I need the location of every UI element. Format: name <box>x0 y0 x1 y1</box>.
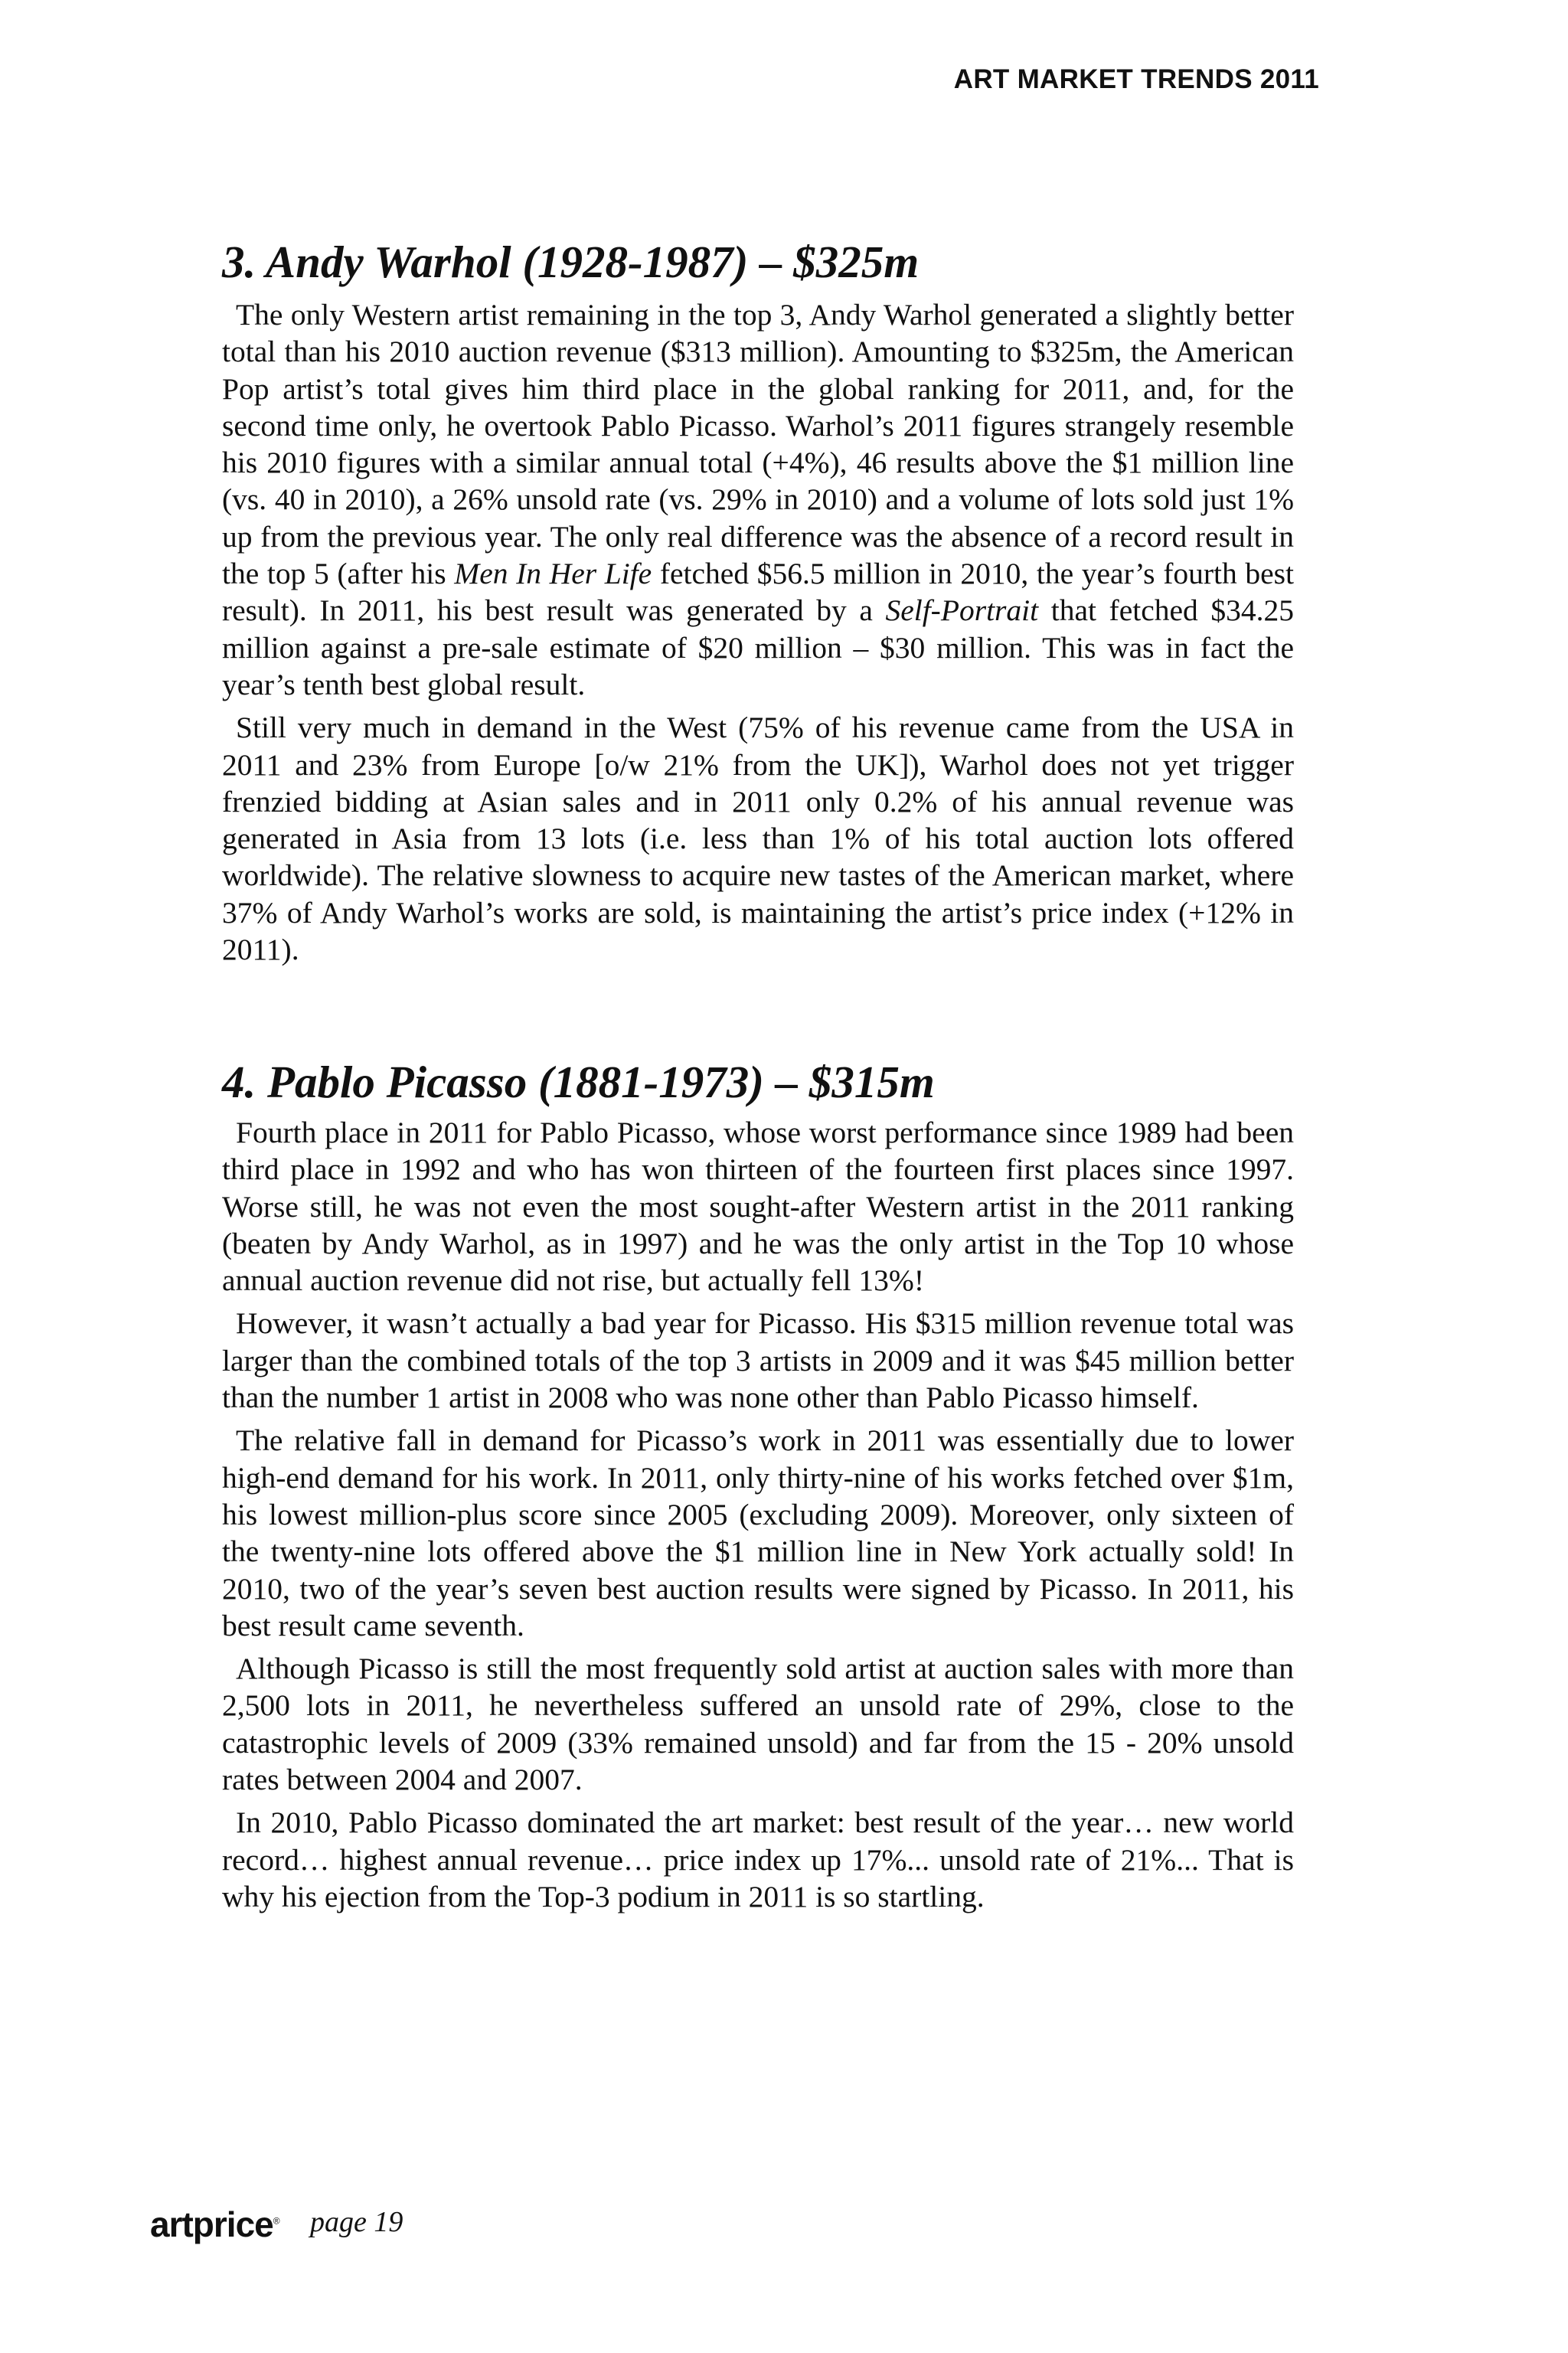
paragraph: Although Picasso is still the most frequently sold artist at auction sales with more than 2,500 lots in 2011, he nevertheless suffered an unsold rate of 29%, close to the catastrophic levels of 2009 (33% remained unsold) and far from the 15 - 20% unsold rates between 2004 and 2007. <box>222 1652 1294 1797</box>
section-title-warhol: 3. Andy Warhol (1928-1987) – $325m <box>222 237 920 287</box>
paragraph: In 2010, Pablo Picasso dominated the art market: best result of the year… new world record… highest annual revenue… price index up 17%... unsold rate of 21%... That is why his ejection from the Top-3 podium in 2011 is so startling. <box>222 1806 1294 1913</box>
paragraph: The only Western artist remaining in the top 3, Andy Warhol generated a slightly better total than his 2010 auction revenue ($313 million). Amounting to $325m, the American Pop artist’s total gives him third place in the global ranking for 2011, and, for the second time only, he overtook Pablo Picasso. Warhol’s 2011 figures strangely resemble his 2010 figures with a similar annual total (+4%), 46 results above the $1 million line (vs. 40 in 2010), a 26% unsold rate (vs. 29% in 2010) and a volume of lots sold just 1% up from the previous year. The only real difference was the absence of a record result in the top 5 (after his Men In Her Life fetched $56.5 million in 2010, the year’s fourth best result). In 2011, his best result was generated by a Self-Portrait that fetched $34.25 million against a pre-sale estimate of $20 million – $30 million. This was in fact the year’s tenth best global result. <box>222 298 1295 701</box>
section-body-picasso <box>222 1114 1294 1921</box>
paragraph: The relative fall in demand for Picasso’s work in 2011 was essentially due to lower high-end demand for his work. In 2011, only thirty-nine of his works fetched over $1m, his lowest million-plus score since 2005 (excluding 2009). Moreover, only sixteen of the twenty-nine lots offered above the $1 million line in New York actually sold! In 2010, two of the year’s seven best auction results were signed by Picasso. In 2011, his best result came seventh. <box>222 1423 1294 1642</box>
trademark-mark: ® <box>273 2215 279 2227</box>
paragraph: However, it wasn’t actually a bad year for Picasso. His $315 million revenue total was larger than the combined totals of the top 3 artists in 2009 and it was $45 million better than the number 1 artist in 2008 who was none other than Pablo Picasso himself. <box>222 1306 1294 1415</box>
artprice-logo <box>150 2204 279 2245</box>
page-number: page 19 <box>310 2206 403 2238</box>
paragraph: Still very much in demand in the West (75% of his revenue came from the USA in 2011 and 23% from Europe [o/w 21% from the UK]), Warhol does not yet trigger frenzied bidding at Asian sales and in 2011 only 0.2% of his annual revenue was generated in Asia from 13 lots (i.e. less than 1% of his total auction lots offered worldwide). The relative slowness to acquire new tastes of the American market, where 37% of Andy Warhol’s works are sold, is maintaining the artist’s price index (+12% in 2011). <box>222 711 1294 967</box>
running-header: ART MARKET TRENDS 2011 <box>953 64 1319 94</box>
section-body-warhol <box>222 296 1294 974</box>
logo-text: artprice <box>150 2204 273 2244</box>
section-title-picasso: 4. Pablo Picasso (1881-1973) – $315m <box>222 1057 935 1107</box>
paragraph: Fourth place in 2011 for Pablo Picasso, whose worst performance since 1989 had been third place in 1992 and who has won thirteen of the fourteen first places since 1997. Worse still, he was not even the most sought-after Western artist in the 2011 ranking (beaten by Andy Warhol, as in 1997) and he was the only artist in the Top 10 whose annual auction revenue did not rise, but actually fell 13%! <box>222 1116 1294 1298</box>
